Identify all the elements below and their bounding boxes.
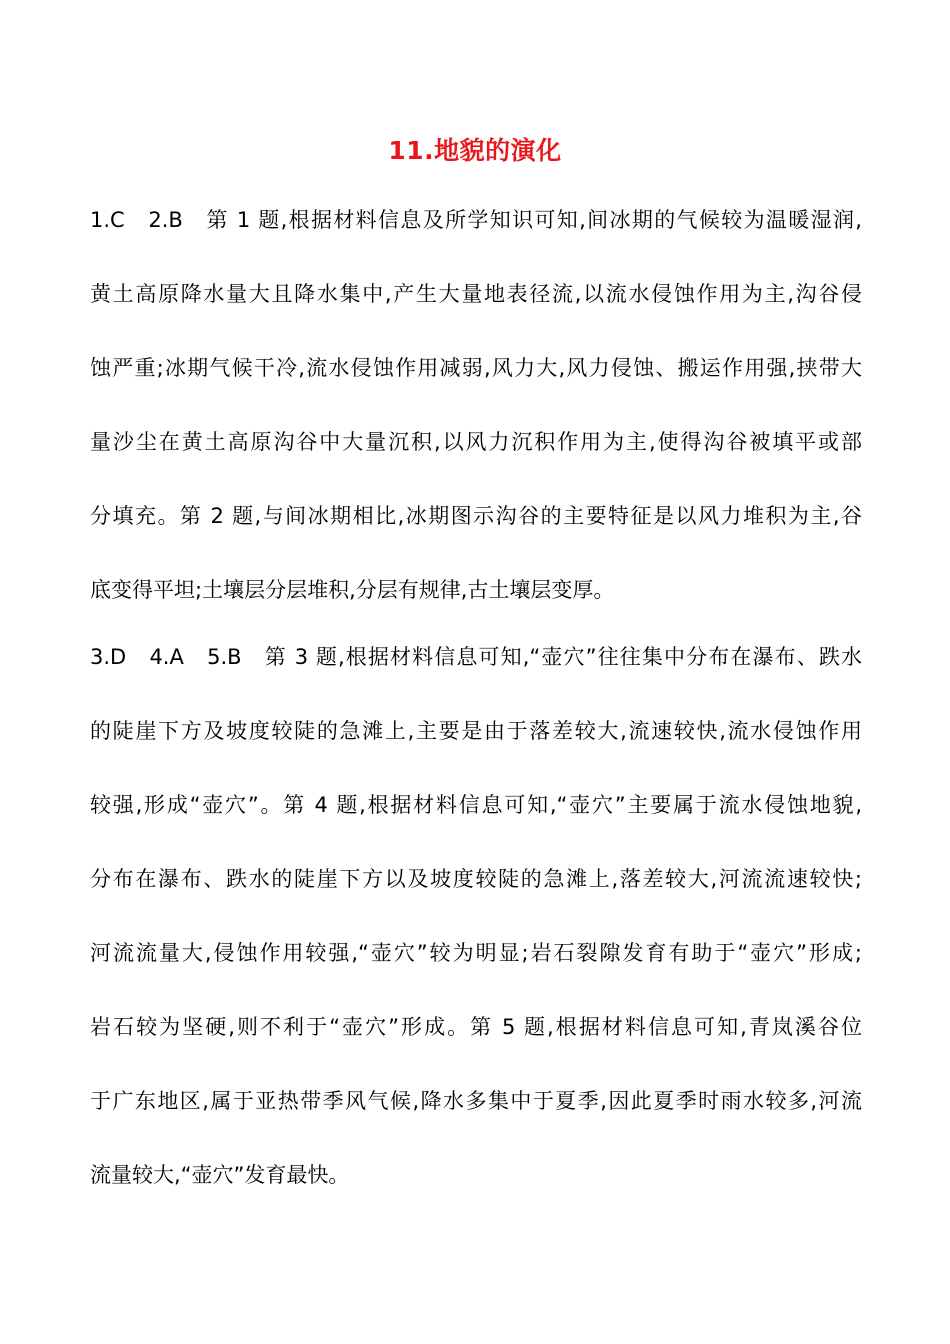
answer-line: 于广东地区,属于亚热带季风气候,降水多集中于夏季,因此夏季时雨水较多,河流 — [90, 1089, 862, 1113]
answer-line: 底变得平坦;土壤层分层堆积,分层有规律,古土壤层变厚。 — [90, 578, 615, 602]
answer-line: 蚀严重;冰期气候干冷,流水侵蚀作用减弱,风力大,风力侵蚀、搬运作用强,挟带大 — [90, 356, 862, 380]
page-title: 11.地貌的演化 — [388, 136, 562, 165]
answer-line: 3.D 4.A 5.B 第 3 题,根据材料信息可知,“壶穴”往往集中分布在瀑布、跌水 — [90, 645, 862, 669]
answer-line: 量沙尘在黄土高原沟谷中大量沉积,以风力沉积作用为主,使得沟谷被填平或部 — [90, 430, 862, 454]
answer-line: 较强,形成“壶穴”。第 4 题,根据材料信息可知,“壶穴”主要属于流水侵蚀地貌, — [90, 793, 862, 817]
answer-line: 分布在瀑布、跌水的陡崖下方以及坡度较陡的急滩上,落差较大,河流流速较快; — [90, 867, 862, 891]
answer-block-1-2 — [90, 201, 862, 645]
answer-line: 的陡崖下方及坡度较陡的急滩上,主要是由于落差较大,流速较快,流水侵蚀作用 — [90, 719, 862, 743]
answer-line: 分填充。第 2 题,与间冰期相比,冰期图示沟谷的主要特征是以风力堆积为主,谷 — [90, 504, 862, 528]
answer-line: 1.C 2.B 第 1 题,根据材料信息及所学知识可知,间冰期的气候较为温暖湿润, — [90, 208, 862, 232]
answer-line: 河流流量大,侵蚀作用较强,“壶穴”较为明显;岩石裂隙发育有助于“壶穴”形成; — [90, 941, 862, 965]
answer-line: 岩石较为坚硬,则不利于“壶穴”形成。第 5 题,根据材料信息可知,青岚溪谷位 — [90, 1015, 862, 1039]
answer-block-3-5 — [90, 638, 862, 1230]
answer-line: 黄土高原降水量大且降水集中,产生大量地表径流,以流水侵蚀作用为主,沟谷侵 — [90, 282, 862, 306]
answer-line: 流量较大,“壶穴”发育最快。 — [90, 1163, 350, 1187]
